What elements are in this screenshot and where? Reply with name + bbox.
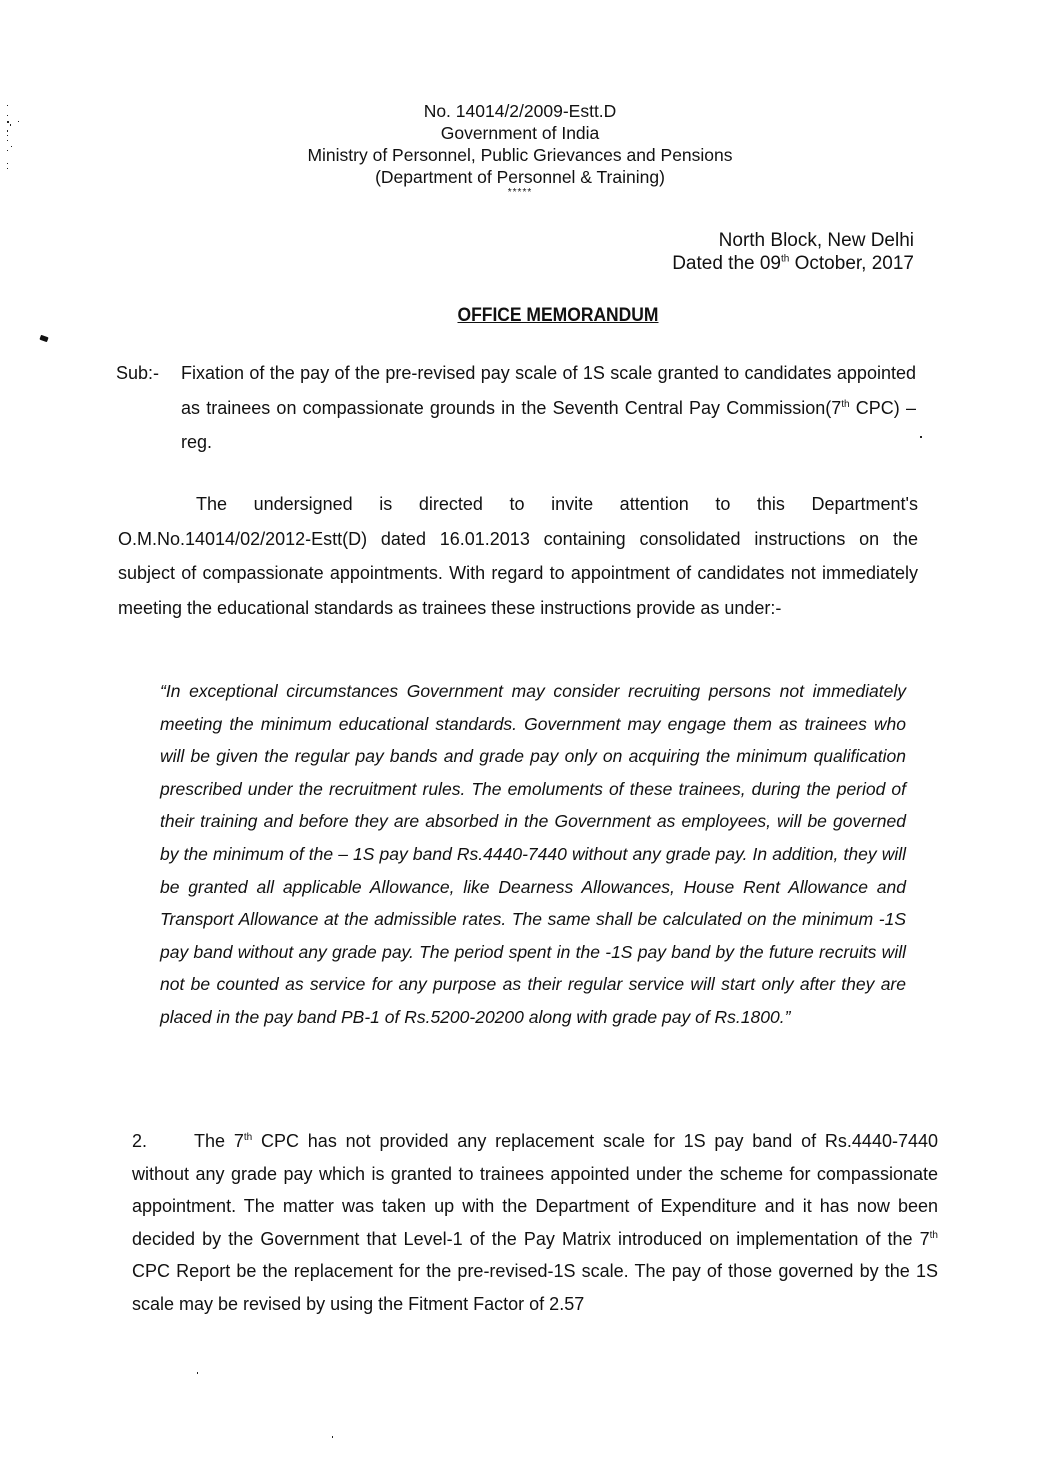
scan-speck xyxy=(18,121,19,122)
scan-speck xyxy=(7,150,8,151)
paragraph-2-sup-b: th xyxy=(929,1229,938,1241)
subject-text-part: Fixation of the pay of the pre-revised pay scale of 1S scale granted to candidates appointed as trainees on compassionate grounds in the Seventh Central Pay Commission(7 xyxy=(181,363,916,418)
scan-mark xyxy=(39,335,48,342)
scan-speck xyxy=(7,105,8,106)
scan-speck xyxy=(197,1372,198,1374)
paragraph-2 xyxy=(132,1125,938,1320)
scan-speck xyxy=(332,1436,333,1438)
date-prefix: Dated the 09 xyxy=(672,253,781,274)
document-header xyxy=(260,100,780,198)
date xyxy=(672,252,914,275)
scan-speck xyxy=(7,168,8,169)
subject-label: Sub:- xyxy=(116,363,160,383)
government-name: Government of India xyxy=(440,123,600,143)
scan-speck xyxy=(11,146,12,147)
scan-speck xyxy=(7,115,8,116)
place-and-date xyxy=(672,229,914,275)
scan-speck xyxy=(10,124,11,126)
subject-block xyxy=(116,356,916,460)
paragraph-2-sup-a: th xyxy=(243,1132,253,1143)
scan-speck xyxy=(7,163,8,164)
separator-stars: ***** xyxy=(507,187,533,198)
paragraph-1: The undersigned is directed to invite attention to this Department's O.M.No.14014/02/2012-Estt(D) dated 16.01.2013 containing consolidated instructions on the subject of compassionate appointments. With regard to appointment of candidates not immediately meeting the educational standards as trainees these instructions provide as under:- xyxy=(118,494,918,618)
ministry-name: Ministry of Personnel, Public Grievances and Pensions xyxy=(307,145,733,165)
scan-speck xyxy=(920,436,922,438)
reference-number: No. 14014/2/2009-Estt.D xyxy=(423,101,617,121)
date-superscript: th xyxy=(781,253,790,265)
scan-speck xyxy=(7,140,8,141)
subject-text xyxy=(181,356,916,460)
department-name: (Department of Personnel & Training) xyxy=(375,167,665,187)
scan-speck xyxy=(7,135,8,136)
paragraph-2-text-c: CPC Report be the replacement for the pre-revised-1S scale. The pay of those governed by the 1S scale may be revised by using the Fitment Factor of 2.57 xyxy=(132,1261,938,1314)
date-suffix: October, 2017 xyxy=(789,253,914,274)
place: North Block, New Delhi xyxy=(718,230,914,251)
subject-text-end: CPC) – reg. xyxy=(181,397,917,452)
scan-speck xyxy=(7,130,8,132)
paragraph-number: 2. xyxy=(132,1131,148,1151)
paragraph-2-text-b: CPC has not provided any replacement scale for 1S pay band of Rs.4440-7440 without any grade pay which is granted to trainees appointed under the scheme for compassionate appointment. The matter was taken up with the Department of Expenditure and it has now been decided by the Government that Level-1 of the Pay Matrix introduced on implementation of the 7 xyxy=(132,1131,939,1249)
paragraph-2-text-a: The 7 xyxy=(194,1131,244,1151)
scan-speck xyxy=(7,121,9,123)
subject-superscript: th xyxy=(841,398,850,410)
quoted-instructions: “In exceptional circumstances Government may consider recruiting persons not immediately meeting the minimum educational standards. Government may engage them as trainees who will be given the regular pay bands and grade pay only on acquiring the minimum qualification prescribed under the recruitment rules. The emoluments of these trainees, during the period of their training and before they are absorbed in the Government as employees, will be governed by the minimum of the – 1S pay band Rs.4440-7440 without any grade pay. In addition, they will be granted all applicable Allowance, like Dearness Allowances, House Rent Allowance and Transport Allowance at the admissible rates. The same shall be calculated on the minimum -1S pay band without any grade pay. The period spent in the -1S pay band by the future recruits will not be counted as service for any purpose as their regular service will start only after they are placed in the pay band PB-1 of Rs.5200-20200 along with grade pay of Rs.1800.” xyxy=(160,681,906,1027)
memo-title: OFFICE MEMORANDUM xyxy=(457,305,659,326)
